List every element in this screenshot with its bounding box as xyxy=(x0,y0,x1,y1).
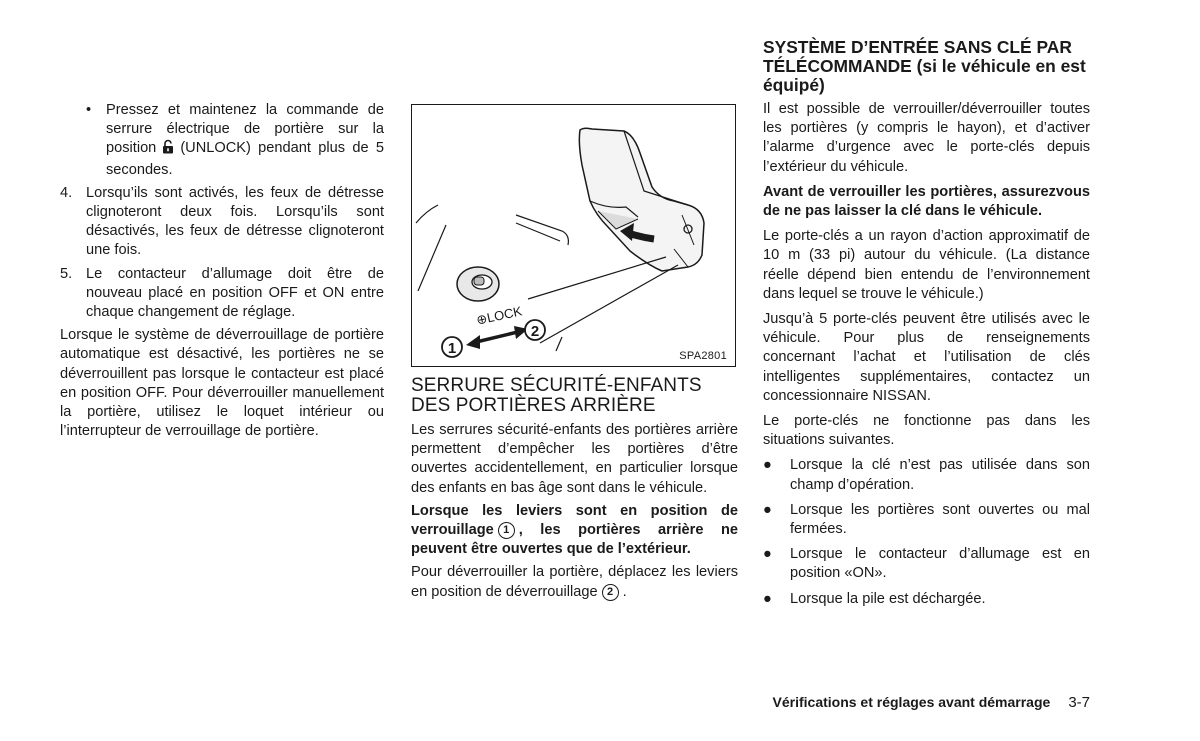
auto-unlock-paragraph: Lorsque le système de déverrouillage de portière automatique est désactivé, les portières ne se déverrouillent pas lorsque le contacteur est placé en position OFF. Pour déverrouiller manuellement la portière, utilisez le loquet intérieur ou l’interrupteur de verrouillage de portière. xyxy=(60,327,384,440)
bullet-mark: ● xyxy=(763,501,772,518)
list-item xyxy=(763,545,1090,583)
step-4-text: Lorsqu’ils sont activés, les feux de détresse clignoteront deux fois. Lorsqu’ils sont désactivés, les feux de détresse clignoteront une fois. xyxy=(86,184,384,259)
child-lock-illustration xyxy=(412,105,737,368)
bullet-mark: ● xyxy=(763,546,772,563)
unlock-icon xyxy=(162,139,174,160)
callout-2-label: 2 xyxy=(530,323,540,340)
unlock-instruction xyxy=(411,563,738,601)
step-4 xyxy=(60,184,384,261)
right-column xyxy=(763,38,1090,609)
page-number: 3-7 xyxy=(1068,694,1090,711)
keyless-entry-heading: SYSTÈME D’ENTRÉE SANS CLÉ PAR TÉLÉCOMMANDE (si le véhicule en est équipé) xyxy=(763,37,1086,95)
warning-text-before: Lorsque les leviers sont en position de verrouillage xyxy=(411,502,738,539)
bullet-mark: • xyxy=(86,102,92,118)
middle-column xyxy=(411,104,738,602)
list-item-text: Lorsque le contacteur d’allumage est en position «ON». xyxy=(790,546,1090,582)
lock-label: ⊕LOCK xyxy=(474,303,524,328)
footer-section-title: Vérifications et réglages avant démarrage xyxy=(772,694,1051,710)
keyless-count: Jusqu’à 5 porte-clés peuvent être utilisés avec le véhicule. Pour plus de renseignements concernant l’achat et l’utilisation de clés intelligentes supplémentaires, contactez un concessionnaire NISSAN. xyxy=(763,311,1090,404)
bullet-mark: ● xyxy=(763,590,772,607)
step-5-text: Le contacteur d’allumage doit être de nouveau placé en position OFF et ON entre chaque changement de réglage. xyxy=(86,265,384,321)
bullet-unlock-step xyxy=(60,101,384,180)
warning-text-after: , les portières arrière ne peuvent être ouvertes que de l’extérieur. xyxy=(411,522,738,558)
keyless-range: Le porte-clés a un rayon d’action approximatif de 10 m (33 pi) autour du véhicule. (La distance réelle dépend bien entendu de l’environnement dans lequel se trouve le véhicule.) xyxy=(763,228,1090,302)
keyless-warning: Avant de verrouiller les portières, assurezvous de ne pas laisser la clé dans le véhicule. xyxy=(763,183,1090,220)
bullet-text-before: Pressez et maintenez la commande de serrure électrique de portière sur la position xyxy=(106,102,384,157)
list-item-text: Lorsque la pile est déchargée. xyxy=(790,590,986,607)
callout-1-label: 1 xyxy=(447,340,457,357)
child-lock-paragraph: Les serrures sécurité-enfants des portières arrière permettent d’empêcher les portières d’être ouvertes accidentellement, en particulier lorsque des enfants en bas âge sont dans le véhicule. xyxy=(411,422,738,496)
bullet-mark: ● xyxy=(763,457,772,474)
callout-1-inline: 1 xyxy=(498,522,515,539)
callout-2-inline: 2 xyxy=(602,584,619,601)
left-column xyxy=(60,101,384,441)
child-lock-heading: SERRURE SÉCURITÉ-ENFANTS DES PORTIÈRES ARRIÈRE xyxy=(411,375,702,416)
unlock-text-before: Pour déverrouiller la portière, déplacez les leviers en position de déverrouillage xyxy=(411,564,738,600)
list-item xyxy=(763,590,1090,609)
step-4-number: 4. xyxy=(60,184,73,201)
list-item xyxy=(763,456,1090,494)
keyless-limits-intro: Le porte-clés ne fonctionne pas dans les situations suivantes. xyxy=(763,413,1090,449)
list-item xyxy=(763,501,1090,539)
child-lock-figure xyxy=(411,104,736,367)
list-item-text: Lorsque les portières sont ouvertes ou mal fermées. xyxy=(790,501,1090,538)
keyless-intro: Il est possible de verrouiller/déverrouiller toutes les portières (y compris le hayon), et d’activer l’alarme d’urgence avec le porte-clés depuis l’extérieur du véhicule. xyxy=(763,101,1090,175)
step-5 xyxy=(60,265,384,323)
figure-code: SPA2801 xyxy=(679,350,727,362)
step-5-number: 5. xyxy=(60,265,73,282)
unlock-text-after: . xyxy=(622,583,627,600)
list-item-text: Lorsque la clé n’est pas utilisée dans son champ d’opération. xyxy=(790,457,1090,493)
bullet-text-after: (UNLOCK) pendant plus de 5 secondes. xyxy=(106,140,384,178)
child-lock-warning xyxy=(411,502,738,560)
page-footer xyxy=(746,694,1090,711)
